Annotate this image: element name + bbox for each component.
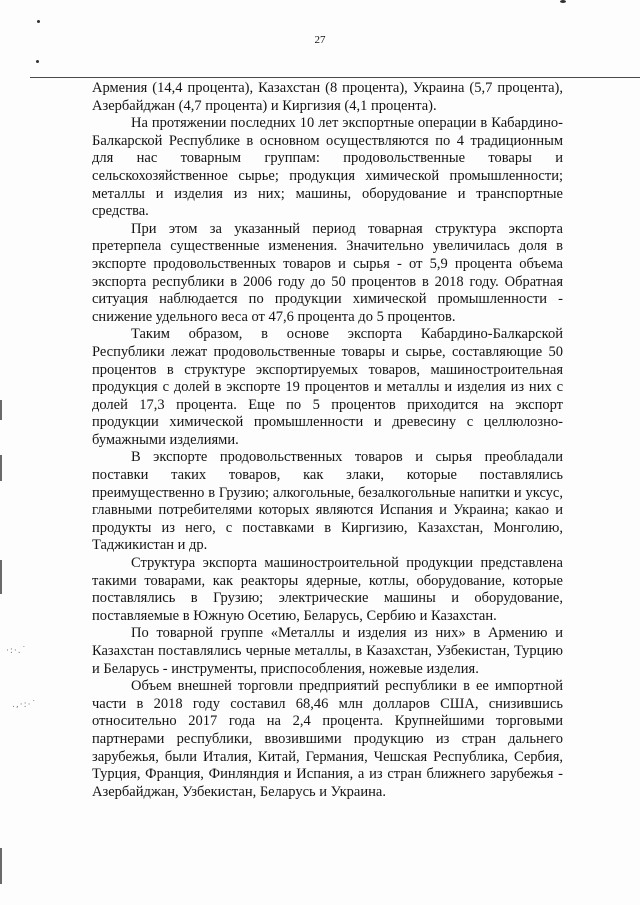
scan-edge-mark [0,400,2,420]
body-text [92,80,563,801]
paragraph-imports: Объем внешней торговли предприятий республики в ее импортной части в 2018 году составил 68,46 млн долларов США, снизившись относительно 2017 года на 2,4 процента. Крупнейшими торговыми партнерами республики, ввозившими продукцию из стран дальнего зарубежья, были Италия, Китай, Германия, Чешская Республика, Сербия, Турция, Франция, Финляндия и Испания, а из стран ближнего зарубежья - Азербайджан, Узбекистан, Беларусь и Украина. [92,678,563,800]
paragraph-export-groups: На протяжении последних 10 лет экспортные операции в Кабардино-Балкарской Республике в основном осуществляются по 4 традиционным для нас товарным группам: продовольственные товары и сельскохозяйственное сырье; продукция химической промышленности; металлы и изделия из них; машины, оборудование и транспортные средства. [92,115,563,220]
paragraph-machinery-exports: Структура экспорта машиностроительной продукции представлена такими товарами, как реакторы ядерные, котлы, оборудование, которые поставлялись в Грузию; электрические машины и оборудование, поставляемые в Южную Осетию, Беларусь, Сербию и Казахстан. [92,555,563,624]
scan-edge-mark [0,455,2,481]
scan-edge-mark [0,848,2,884]
scan-speck [37,20,40,23]
scan-smudge: ·:·.˙ [6,646,28,656]
header-rule [30,77,640,78]
paragraph-structure-changes: При этом за указанный период товарная структура экспорта претерпела существенные изменения. Значительно увеличилась доля в экспорте продовольственных товаров и сырья - от 5,9 процента объема экспорта республики в 2006 году до 50 процентов в 2018 году. Обратная ситуация наблюдается по продукции химической промышленности - снижение удельного веса от 47,6 процента до 5 процентов. [92,220,563,325]
scan-speck [36,60,39,63]
paragraph-continuation: Армения (14,4 процента), Казахстан (8 процента), Украина (5,7 процента), Азербайджан (4,7 процента) и Киргизия (4,1 процента). [92,80,563,114]
paragraph-export-basis: Таким образом, в основе экспорта Кабардино-Балкарской Республики лежат продовольственные товары и сырье, составляющие 50 процентов в структуре экспортируемых товаров, машиностроительная продукция с долей в экспорте 19 процентов и металлы и изделия из них с долей 17,3 процента. Еще по 5 процентов приходится на экспорт продукции химической промышленности и древесину с целлюлозно-бумажными изделиями. [92,326,563,448]
scan-speck [560,0,566,3]
paragraph-metals-exports: По товарной группе «Металлы и изделия из них» в Армению и Казахстан поставлялись черные металлы, в Казахстан, Узбекистан, Турцию и Беларусь - инструменты, приспособления, ножевые изделия. [92,625,563,677]
paragraph-food-exports: В экспорте продовольственных товаров и сырья преобладали поставки таких товаров, как злаки, которые поставлялись преимущественно в Грузию; алкогольные, безалкогольные напитки и уксус, главными потребителями которых являются Испания и Украина; какао и продукты из него, с поставками в Киргизию, Казахстан, Монголию, Таджикистан и др. [92,449,563,554]
page-number: 27 [314,34,326,46]
scan-smudge: .,·:·˙ [12,700,37,710]
scan-edge-mark [0,560,2,594]
